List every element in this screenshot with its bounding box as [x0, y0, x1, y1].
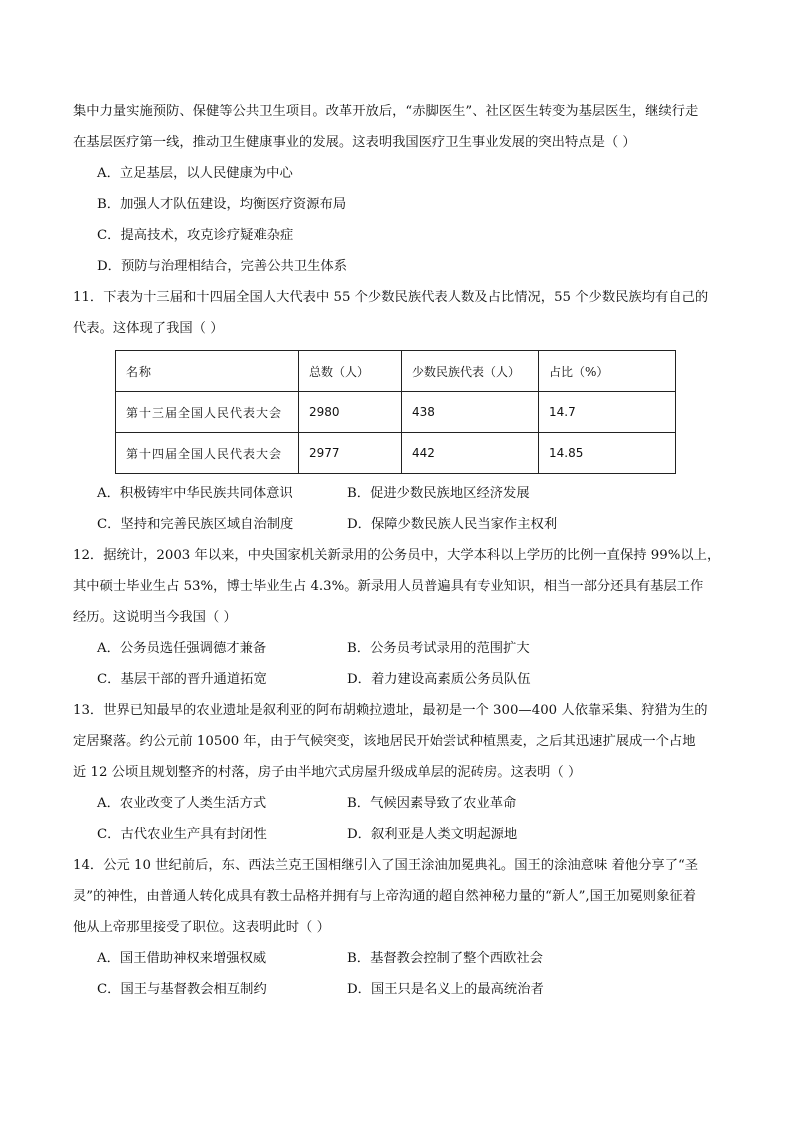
question-text: 集中力量实施预防、保健等公共卫生项目。改革开放后，“赤脚医生”、社区医生转变为基层医生，继续行走	[73, 104, 699, 119]
option-b: B．促进少数民族地区经济发展	[347, 486, 530, 501]
table-header-cell: 名称	[116, 351, 299, 392]
option-row	[73, 509, 721, 540]
question-text: 在基层医疗第一线，推动卫生健康事业的发展。这表明我国医疗卫生事业发展的突出特点是（ ）	[73, 135, 636, 150]
question-12	[73, 540, 721, 695]
question-text: 经历。这说明当今我国（ ）	[73, 610, 237, 625]
question-text: 13．世界已知最早的农业遗址是叙利亚的阿布胡赖拉遗址，最初是一个 300—400 人依靠采集、狩猎为生的	[73, 703, 708, 718]
table-header-cell: 少数民族代表（人）	[402, 351, 539, 392]
option-row	[73, 664, 721, 695]
option-c: C．基层干部的晋升通道拓宽	[97, 672, 267, 687]
question-text: 灵”的神性，由普通人转化成具有教士品格并拥有与上帝沟通的超自然神秘力量的“新人”,国王加冕则象征着	[73, 889, 696, 904]
question-11	[73, 282, 721, 540]
option-c: C．古代农业生产具有封闭性	[97, 827, 267, 842]
question-text: 代表。这体现了我国（ ）	[73, 321, 224, 336]
table-cell: 14.7	[539, 392, 676, 433]
table-row	[116, 392, 676, 433]
option-b: B．基督教会控制了整个西欧社会	[347, 951, 543, 966]
question-13	[73, 695, 721, 850]
option-a: A．积极铸牢中华民族共同体意识	[97, 486, 293, 501]
option-row	[73, 788, 721, 819]
table-cell: 2977	[299, 433, 402, 474]
option-d: D．保障少数民族人民当家作主权利	[347, 517, 558, 532]
question-text: 14．公元 10 世纪前后，东、西法兰克王国相继引入了国王涂油加冕典礼。国王的涂油意味 着他分享了“圣	[73, 858, 699, 873]
table-cell: 442	[402, 433, 539, 474]
option-d: D．预防与治理相结合，完善公共卫生体系	[97, 259, 348, 274]
option-row	[73, 974, 721, 1005]
question-text: 定居聚落。约公元前 10500 年，由于气候突变，该地居民开始尝试种植黑麦，之后其迅速扩展成一个占地	[73, 734, 696, 749]
question-text: 其中硕士毕业生占 53%，博士毕业生占 4.3%。新录用人员普遍具有专业知识，相当一部分还具有基层工作	[73, 579, 704, 594]
table-cell: 438	[402, 392, 539, 433]
table-cell: 第十四届全国人民代表大会	[116, 433, 299, 474]
option-row	[73, 819, 721, 850]
question-text: 近 12 公顷且规划整齐的村落，房子由半地穴式房屋升级成单层的泥砖房。这表明（ ）	[73, 765, 582, 780]
table-cell: 第十三届全国人民代表大会	[116, 392, 299, 433]
option-b: B．加强人才队伍建设，均衡医疗资源布局	[97, 197, 347, 212]
option-a: A．立足基层，以人民健康为中心	[97, 166, 293, 181]
table-header-row	[116, 351, 676, 392]
option-b: B．公务员考试录用的范围扩大	[347, 641, 530, 656]
option-c: C．国王与基督教会相互制约	[97, 982, 267, 997]
option-d: D．叙利亚是人类文明起源地	[347, 827, 518, 842]
table-header-cell: 占比（%）	[539, 351, 676, 392]
question-text: 12．据统计，2003 年以来，中央国家机关新录用的公务员中，大学本科以上学历的比例一直保持 99%以上，	[73, 548, 721, 563]
option-a: A．国王借助神权来增强权威	[97, 951, 267, 966]
delegates-table	[115, 350, 676, 474]
option-d: D．着力建设高素质公务员队伍	[347, 672, 531, 687]
option-row	[73, 478, 721, 509]
question-14	[73, 850, 721, 1005]
table-row	[116, 433, 676, 474]
exam-page	[73, 96, 721, 1005]
option-row	[73, 633, 721, 664]
option-a: A．农业改变了人类生活方式	[97, 796, 267, 811]
option-d: D．国王只是名义上的最高统治者	[347, 982, 544, 997]
question-text: 11．下表为十三届和十四届全国人大代表中 55 个少数民族代表人数及占比情况，55 个少数民族均有自己的	[73, 290, 709, 305]
table-header-cell: 总数（人）	[299, 351, 402, 392]
option-b: B．气候因素导致了农业革命	[347, 796, 517, 811]
table-cell: 14.85	[539, 433, 676, 474]
option-c: C．坚持和完善民族区域自治制度	[97, 517, 294, 532]
question-10	[73, 96, 721, 282]
question-text: 他从上帝那里接受了职位。这表明此时（ ）	[73, 920, 330, 935]
option-row	[73, 943, 721, 974]
option-c: C．提高技术，攻克诊疗疑难杂症	[97, 228, 294, 243]
table-cell: 2980	[299, 392, 402, 433]
option-a: A．公务员选任强调德才兼备	[97, 641, 267, 656]
